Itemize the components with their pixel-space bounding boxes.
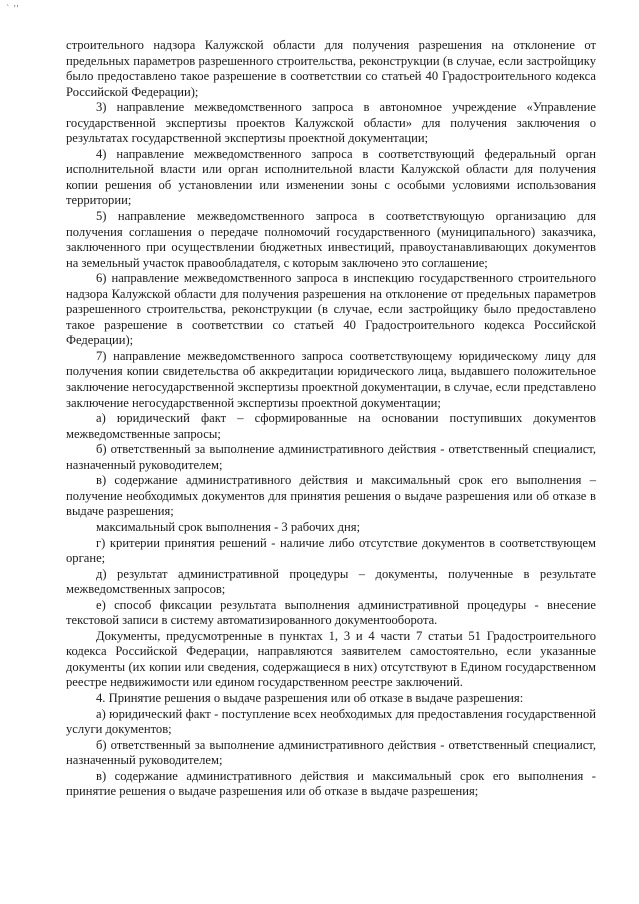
paragraph-subitem-g: г) критерии принятия решений - наличие либо отсутствие документов в соответствующем органе;: [66, 535, 596, 566]
paragraph-item-4: 4) направление межведомственного запроса в соответствующий федеральный орган исполнительной власти или орган исполнительной власти Калужской области для получения копии решения об установлении или изменении зоны с особыми условиями использования территории;: [66, 146, 596, 208]
paragraph-subitem-d: д) результат административной процедуры – документы, полученные в результате межведомственных запросов;: [66, 566, 596, 597]
paragraph-continuation: строительного надзора Калужской области для получения разрешения на отклонение от предельных параметров разрешенного строительства, реконструкции (в случае, если застройщику было предоставлено такое разрешение в соответствии со статьей 40 Градостроительного кодекса Российской Федерации);: [66, 38, 596, 99]
paragraph-item-3: 3) направление межведомственного запроса в автономное учреждение «Управление государственной экспертизы проектов Калужской области» для получения заключения о результатах государственной экспертизы проектной документации;: [66, 100, 596, 146]
paragraph-item-6: 6) направление межведомственного запроса в инспекцию государственного строительного надзора Калужской области для получения разрешения на отклонение от предельных параметров разрешенного строительства, реконструкции (в случае, если застройщику было предоставлено такое разрешение в соответствии со статьей 40 Градостроительного кодекса Российской Федерации);: [66, 271, 596, 348]
paragraph-subitem-v: в) содержание административного действия и максимальный срок его выполнения – получение необходимых документов для принятия решения о выдаче разрешения или об отказе в выдаче разрешения;: [66, 473, 596, 519]
paragraph-section-4-v: в) содержание административного действия и максимальный срок его выполнения - принятие решения о выдаче разрешения или об отказе в выдаче разрешения;: [66, 768, 596, 799]
scan-mark: ` '': [6, 4, 20, 15]
document-body: [66, 38, 596, 800]
paragraph-max-term: максимальный срок выполнения - 3 рабочих дня;: [96, 519, 361, 534]
paragraph-subitem-a: а) юридический факт – сформированные на основании поступивших документов межведомственные запросы;: [66, 411, 596, 441]
paragraph-section-4-b: б) ответственный за выполнение административного действия - ответственный специалист, назначенный руководителем;: [66, 737, 596, 768]
paragraph-section-4-a: а) юридический факт - поступление всех необходимых для предоставления государственной услуги документов;: [66, 706, 596, 737]
paragraph-subitem-b: б) ответственный за выполнение административного действия - ответственный специалист, назначенный руководителем;: [66, 442, 596, 472]
paragraph-item-5: 5) направление межведомственного запроса в соответствующую организацию для получения соглашения о передаче полномочий государственного (муниципального) заказчика, заключенного при осуществлении бюджетных инвестиций, правоустанавливающих документов на земельный участок правообладателя, с которым заключено это соглашение;: [66, 209, 596, 270]
paragraph-documents-note: Документы, предусмотренные в пунктах 1, 3 и 4 части 7 статьи 51 Градостроительного кодекса Российской Федерации, направляются заявителем самостоятельно, если указанные документы (их копии или сведения, содержащиеся в них) отсутствуют в Едином государственном реестре недвижимости или едином государственном реестре заключений.: [66, 628, 596, 690]
paragraph-subitem-e: е) способ фиксации результата выполнения административной процедуры - внесение текстовой записи в систему автоматизированного документооборота.: [66, 597, 596, 628]
paragraph-section-4-heading: 4. Принятие решения о выдаче разрешения или об отказе в выдаче разрешения:: [96, 690, 524, 705]
paragraph-item-7: 7) направление межведомственного запроса соответствующему юридическому лицу для получения копии свидетельства об аккредитации юридического лица, выдавшего положительное заключение негосударственной экспертизы проектной документации, в случае, если представлено заключение негосударственной экспертизы проектной документации;: [66, 348, 596, 410]
